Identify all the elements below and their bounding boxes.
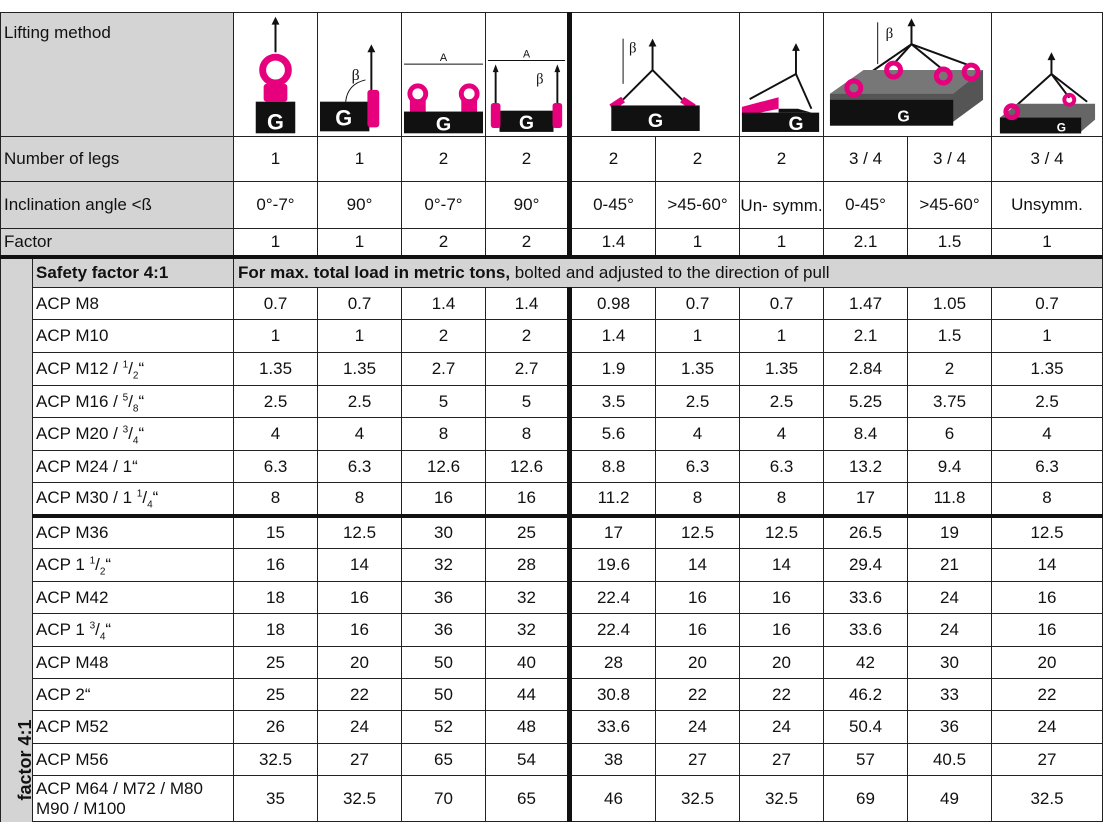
load-value-cell: 33.6 [570, 711, 656, 744]
legs-cell: 1 [234, 137, 318, 182]
legs-cell: 1 [318, 137, 402, 182]
number-of-legs-label: Number of legs [1, 137, 234, 182]
load-value-cell: 22 [740, 679, 824, 711]
load-value-cell: 24 [656, 711, 740, 744]
load-value-cell: 33.6 [824, 582, 908, 614]
load-value-cell: 4 [234, 418, 318, 451]
load-value-cell: 25 [234, 679, 318, 711]
load-value-cell: 2.5 [740, 386, 824, 418]
load-value-cell: 4 [992, 418, 1103, 451]
load-value-cell: 13.2 [824, 451, 908, 483]
factor-cell: 1 [318, 229, 402, 257]
legs-cell: 2 [740, 137, 824, 182]
load-value-cell: 22 [992, 679, 1103, 711]
legs-cell: 2 [570, 137, 656, 182]
load-value-cell: 16 [234, 549, 318, 582]
svg-text:β: β [351, 66, 360, 84]
factor-cell: 1 [992, 229, 1103, 257]
lift-90-single-icon [318, 13, 402, 137]
load-value-cell: 44 [486, 679, 570, 711]
safety-factor-heading: Safety factor 4:1 [33, 257, 234, 288]
load-value-cell: 1.05 [908, 288, 992, 320]
load-value-cell: 26 [234, 711, 318, 744]
load-value-cell: 16 [402, 483, 486, 516]
load-value-cell: 27 [740, 744, 824, 776]
load-value-cell: 8.8 [570, 451, 656, 483]
factor-cell: 1.5 [908, 229, 992, 257]
load-value-cell: 22 [656, 679, 740, 711]
load-value-cell: 5 [402, 386, 486, 418]
load-value-cell: 32 [486, 582, 570, 614]
load-value-cell: 32.5 [992, 776, 1103, 822]
load-value-cell: 16 [992, 614, 1103, 647]
safety-note: For max. total load in metric tons, bolted and adjusted to the direction of pull [234, 257, 1103, 288]
load-value-cell: 28 [570, 647, 656, 679]
load-value-cell: 49 [908, 776, 992, 822]
load-value-cell: 30 [402, 516, 486, 549]
product-name: ACP M52 [33, 711, 234, 744]
load-value-cell: 4 [318, 418, 402, 451]
load-value-cell: 21 [908, 549, 992, 582]
load-value-cell: 40.5 [908, 744, 992, 776]
load-value-cell: 1 [656, 320, 740, 353]
load-value-cell: 24 [318, 711, 402, 744]
load-value-cell: 8 [740, 483, 824, 516]
svg-text:G: G [519, 112, 535, 134]
load-value-cell: 1.35 [740, 353, 824, 386]
side-label-cell [1, 257, 33, 822]
load-value-cell: 1.35 [656, 353, 740, 386]
inclination-label: Inclination angle <ß [1, 182, 234, 229]
svg-text:β: β [536, 71, 544, 88]
load-value-cell: 32.5 [318, 776, 402, 822]
svg-text:G: G [1056, 119, 1067, 134]
load-value-cell: 32 [402, 549, 486, 582]
load-value-cell: 2.5 [992, 386, 1103, 418]
load-value-cell: 12.5 [318, 516, 402, 549]
load-value-cell: 6.3 [318, 451, 402, 483]
load-value-cell: 2 [486, 320, 570, 353]
lift-two-90-icon [486, 13, 570, 137]
product-name: ACP M24 / 1“ [33, 451, 234, 483]
factor-cell: 1 [656, 229, 740, 257]
inclination-cell: >45-60° [908, 182, 992, 229]
load-value-cell: 1 [234, 320, 318, 353]
inclination-cell: 0-45° [824, 182, 908, 229]
factor-label: Factor [1, 229, 234, 257]
lifting-method-label: Lifting method [1, 13, 234, 137]
product-name: ACP $M12 / ^1/_2“$ [33, 353, 234, 386]
load-value-cell: 32.5 [740, 776, 824, 822]
inclination-cell: 0-45° [570, 182, 656, 229]
svg-text:β: β [885, 25, 894, 42]
load-value-cell: 20 [740, 647, 824, 679]
load-value-cell: 5.6 [570, 418, 656, 451]
load-value-cell: 33.6 [824, 614, 908, 647]
load-value-cell: 16 [318, 582, 402, 614]
load-value-cell: 6 [908, 418, 992, 451]
load-value-cell: 0.7 [234, 288, 318, 320]
lift-two-leg-sym-icon [570, 13, 740, 137]
load-value-cell: 1.4 [486, 288, 570, 320]
load-value-cell: 0.7 [318, 288, 402, 320]
load-value-cell: 29.4 [824, 549, 908, 582]
load-value-cell: 27 [656, 744, 740, 776]
product-name: ACP 1 $^1/_2“$ [33, 549, 234, 582]
load-value-cell: 65 [402, 744, 486, 776]
load-value-cell: 24 [740, 711, 824, 744]
svg-text:G: G [435, 112, 452, 135]
load-value-cell: 48 [486, 711, 570, 744]
load-value-cell: 27 [992, 744, 1103, 776]
table-row [1, 582, 1103, 614]
load-value-cell: 20 [656, 647, 740, 679]
svg-text:G: G [335, 104, 353, 130]
load-value-cell: 1.4 [570, 320, 656, 353]
load-value-cell: 6.3 [992, 451, 1103, 483]
load-value-cell: 32 [486, 614, 570, 647]
load-value-cell: 18 [234, 614, 318, 647]
load-value-cell: 19 [908, 516, 992, 549]
load-value-cell: 32.5 [234, 744, 318, 776]
load-value-cell: 46.2 [824, 679, 908, 711]
load-value-cell: 0.7 [656, 288, 740, 320]
load-value-cell: 69 [824, 776, 908, 822]
table-row [1, 451, 1103, 483]
load-value-cell: 27 [318, 744, 402, 776]
table-row [1, 776, 1103, 822]
factor-cell: 1.4 [570, 229, 656, 257]
number-of-legs-row [1, 137, 1103, 182]
load-value-cell: 1.35 [234, 353, 318, 386]
load-value-cell: 0.98 [570, 288, 656, 320]
load-value-cell: 20 [992, 647, 1103, 679]
svg-text:β: β [628, 39, 637, 56]
load-value-cell: 26.5 [824, 516, 908, 549]
load-value-cell: 0.7 [740, 288, 824, 320]
product-name: ACP M8 [33, 288, 234, 320]
load-value-cell: 16 [318, 614, 402, 647]
table-row [1, 320, 1103, 353]
inclination-cell: >45-60° [656, 182, 740, 229]
load-value-cell: 24 [908, 614, 992, 647]
product-name: ACP $M16 / ^5/_8“$ [33, 386, 234, 418]
factor-row [1, 229, 1103, 257]
load-value-cell: 50 [402, 647, 486, 679]
svg-text:G: G [788, 113, 804, 135]
load-value-cell: 2.7 [402, 353, 486, 386]
load-value-cell: 8 [656, 483, 740, 516]
load-value-cell: 8 [318, 483, 402, 516]
load-value-cell: 25 [234, 647, 318, 679]
load-value-cell: 16 [656, 582, 740, 614]
inclination-cell: 0°-7° [234, 182, 318, 229]
load-value-cell: 1.9 [570, 353, 656, 386]
load-value-cell: 5 [486, 386, 570, 418]
product-name: ACP 2“ [33, 679, 234, 711]
svg-text:A: A [522, 48, 531, 61]
side-label: factor 4:1 [15, 718, 35, 801]
load-value-cell: 24 [992, 711, 1103, 744]
load-value-cell: 15 [234, 516, 318, 549]
load-value-cell: 28 [486, 549, 570, 582]
load-value-cell: 19.6 [570, 549, 656, 582]
load-value-cell: 1.35 [992, 353, 1103, 386]
table-row [1, 353, 1103, 386]
factor-cell: 1 [234, 229, 318, 257]
load-value-cell: 12.5 [656, 516, 740, 549]
table-row [1, 288, 1103, 320]
load-capacity-table [0, 12, 1103, 822]
load-value-cell: 2.7 [486, 353, 570, 386]
product-name: ACP M30 / 1 $^1/_4“$ [33, 483, 234, 516]
load-value-cell: 16 [486, 483, 570, 516]
load-value-cell: 46 [570, 776, 656, 822]
load-value-cell: 1 [740, 320, 824, 353]
load-value-cell: 3.5 [570, 386, 656, 418]
product-name: ACP M42 [33, 582, 234, 614]
load-value-cell: 8 [486, 418, 570, 451]
legs-cell: 3 / 4 [908, 137, 992, 182]
load-value-cell: 2.1 [824, 320, 908, 353]
load-value-cell: 2.84 [824, 353, 908, 386]
table-row [1, 483, 1103, 516]
load-value-cell: 65 [486, 776, 570, 822]
inclination-row [1, 182, 1103, 229]
legs-cell: 2 [486, 137, 570, 182]
product-name: ACP $M20 / ^3/_4“$ [33, 418, 234, 451]
safety-header-row [1, 257, 1103, 288]
load-value-cell: 2.5 [656, 386, 740, 418]
load-value-cell: 12.6 [402, 451, 486, 483]
table-row [1, 549, 1103, 582]
load-value-cell: 2.5 [318, 386, 402, 418]
load-value-cell: 36 [402, 582, 486, 614]
legs-cell: 2 [656, 137, 740, 182]
load-value-cell: 16 [740, 614, 824, 647]
load-value-cell: 32.5 [656, 776, 740, 822]
product-name: ACP M56 [33, 744, 234, 776]
load-value-cell: 4 [656, 418, 740, 451]
load-value-cell: 14 [656, 549, 740, 582]
table-row [1, 744, 1103, 776]
product-name: ACP 1 $^3/_4“$ [33, 614, 234, 647]
svg-text:G: G [897, 108, 910, 126]
load-value-cell: 4 [740, 418, 824, 451]
table-row [1, 418, 1103, 451]
load-value-cell: 16 [740, 582, 824, 614]
load-value-cell: 17 [570, 516, 656, 549]
lift-three-four-leg-icon [824, 13, 992, 137]
load-value-cell: 22.4 [570, 614, 656, 647]
load-value-cell: 6.3 [234, 451, 318, 483]
load-value-cell: 12.5 [740, 516, 824, 549]
legs-cell: 3 / 4 [992, 137, 1103, 182]
inclination-cell: Un- symm. [740, 182, 824, 229]
load-value-cell: 57 [824, 744, 908, 776]
load-value-cell: 16 [656, 614, 740, 647]
load-value-cell: 36 [908, 711, 992, 744]
load-value-cell: 8 [234, 483, 318, 516]
load-value-cell: 5.25 [824, 386, 908, 418]
inclination-cell: 90° [486, 182, 570, 229]
load-value-cell: 36 [402, 614, 486, 647]
load-value-cell: 40 [486, 647, 570, 679]
load-value-cell: 14 [992, 549, 1103, 582]
load-value-cell: 1.4 [402, 288, 486, 320]
load-value-cell: 1.5 [908, 320, 992, 353]
load-value-cell: 9.4 [908, 451, 992, 483]
table-row [1, 516, 1103, 549]
load-value-cell: 33 [908, 679, 992, 711]
product-name: ACP M36 [33, 516, 234, 549]
load-value-cell: 52 [402, 711, 486, 744]
load-value-cell: 11.2 [570, 483, 656, 516]
load-value-cell: 42 [824, 647, 908, 679]
table-row [1, 679, 1103, 711]
legs-cell: 3 / 4 [824, 137, 908, 182]
load-value-cell: 24 [908, 582, 992, 614]
load-value-cell: 30 [908, 647, 992, 679]
load-value-cell: 38 [570, 744, 656, 776]
factor-cell: 2 [486, 229, 570, 257]
lift-three-four-leg-unsym-icon [992, 13, 1103, 137]
load-value-cell: 1.35 [318, 353, 402, 386]
load-value-cell: 1 [992, 320, 1103, 353]
table-row [1, 647, 1103, 679]
product-name: ACP M48 [33, 647, 234, 679]
load-value-cell: 2 [908, 353, 992, 386]
load-value-cell: 18 [234, 582, 318, 614]
load-value-cell: 12.5 [992, 516, 1103, 549]
table-row [1, 386, 1103, 418]
load-value-cell: 14 [318, 549, 402, 582]
load-value-cell: 22.4 [570, 582, 656, 614]
inclination-cell: 90° [318, 182, 402, 229]
load-value-cell: 20 [318, 647, 402, 679]
load-value-cell: 8 [992, 483, 1103, 516]
factor-cell: 1 [740, 229, 824, 257]
g-label: G [267, 108, 284, 134]
factor-cell: 2.1 [824, 229, 908, 257]
load-value-cell: 14 [740, 549, 824, 582]
load-value-cell: 30.8 [570, 679, 656, 711]
lift-two-vertical-icon [402, 13, 486, 137]
load-value-cell: 8 [402, 418, 486, 451]
load-value-cell: 6.3 [656, 451, 740, 483]
load-value-cell: 22 [318, 679, 402, 711]
lift-two-leg-unsym-icon [740, 13, 824, 137]
load-value-cell: 2 [402, 320, 486, 353]
load-value-cell: 0.7 [992, 288, 1103, 320]
load-value-cell: 12.6 [486, 451, 570, 483]
load-value-cell: 1.47 [824, 288, 908, 320]
load-value-cell: 11.8 [908, 483, 992, 516]
load-value-cell: 70 [402, 776, 486, 822]
load-value-cell: 50.4 [824, 711, 908, 744]
svg-text:G: G [647, 109, 664, 132]
table-row [1, 711, 1103, 744]
load-value-cell: 54 [486, 744, 570, 776]
load-value-cell: 1 [318, 320, 402, 353]
load-value-cell: 3.75 [908, 386, 992, 418]
factor-cell: 2 [402, 229, 486, 257]
legs-cell: 2 [402, 137, 486, 182]
svg-text:A: A [439, 51, 448, 64]
load-value-cell: 16 [992, 582, 1103, 614]
product-name: ACP M64 / M72 / M80 M90 / M100 [33, 776, 234, 822]
load-value-cell: 25 [486, 516, 570, 549]
load-value-cell: 50 [402, 679, 486, 711]
load-value-cell: 35 [234, 776, 318, 822]
table-row [1, 614, 1103, 647]
product-name: ACP M10 [33, 320, 234, 353]
load-value-cell: 8.4 [824, 418, 908, 451]
inclination-cell: 0°-7° [402, 182, 486, 229]
load-value-cell: 17 [824, 483, 908, 516]
inclination-cell: Unsymm. [992, 182, 1103, 229]
load-value-cell: 2.5 [234, 386, 318, 418]
lift-vertical-single-icon [234, 13, 318, 137]
load-value-cell: 6.3 [740, 451, 824, 483]
